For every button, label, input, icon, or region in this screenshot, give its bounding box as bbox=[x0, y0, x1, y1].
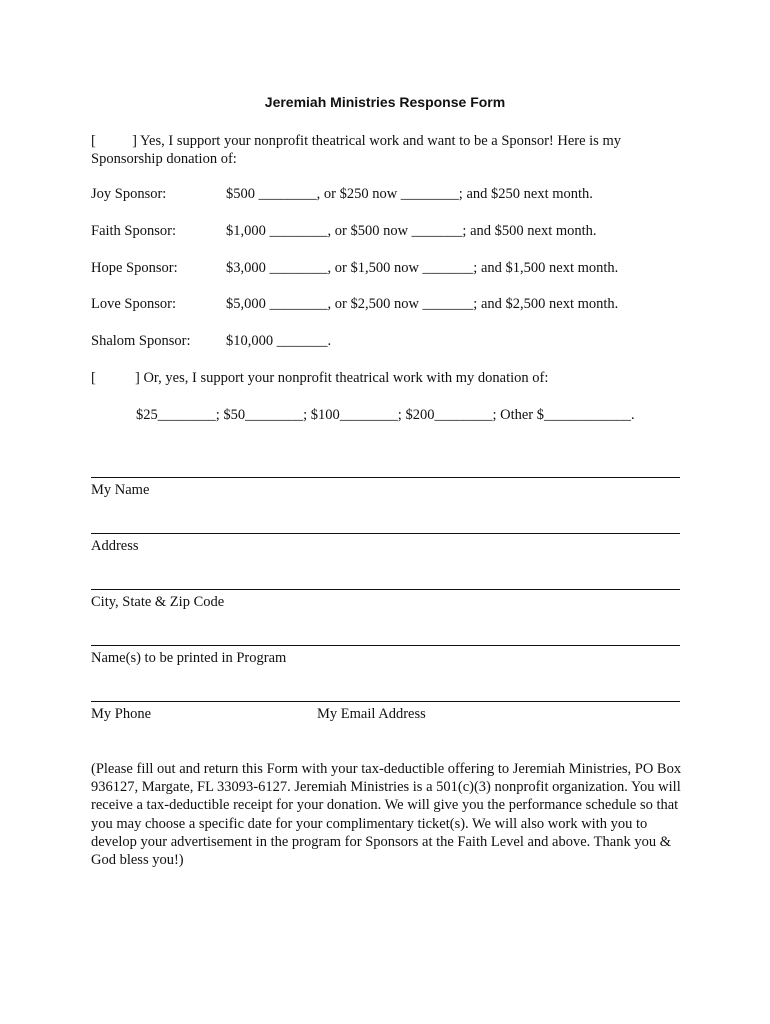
city-line[interactable] bbox=[91, 589, 680, 590]
alt-donation-checkbox[interactable]: [ bbox=[91, 370, 96, 386]
address-line[interactable] bbox=[91, 533, 680, 534]
sponsor-amount[interactable]: $10,000 _______. bbox=[226, 333, 332, 349]
city-caption: City, State & Zip Code bbox=[91, 594, 225, 610]
sponsor-checkbox[interactable]: [ ] bbox=[91, 133, 137, 149]
sponsor-label: Joy Sponsor: bbox=[91, 186, 167, 202]
alt-donation-text: ] Or, yes, I support your nonprofit theatrical work with my donation of: bbox=[135, 370, 549, 386]
sponsor-intro bbox=[91, 132, 691, 168]
phone-caption: My Phone bbox=[91, 706, 152, 722]
sponsor-amount[interactable]: $5,000 ________, or $2,500 now _______; and $2,500 next month. bbox=[226, 296, 619, 312]
sponsor-amount[interactable]: $500 ________, or $250 now ________; and $250 next month. bbox=[226, 186, 593, 202]
sponsor-label: Love Sponsor: bbox=[91, 296, 176, 312]
sponsor-amount[interactable]: $1,000 ________, or $500 now _______; and $500 next month. bbox=[226, 223, 597, 239]
email-caption: My Email Address bbox=[317, 706, 426, 722]
name-line[interactable] bbox=[91, 477, 680, 478]
sponsor-label: Shalom Sponsor: bbox=[91, 333, 191, 349]
sponsor-label: Faith Sponsor: bbox=[91, 223, 176, 239]
program-names-line[interactable] bbox=[91, 645, 680, 646]
form-title: Jeremiah Ministries Response Form bbox=[264, 94, 506, 110]
phone-email-line[interactable] bbox=[91, 701, 680, 702]
alt-donation-amounts[interactable]: $25________; $50________; $100________; $200________; Other $____________. bbox=[136, 407, 635, 423]
sponsor-amount[interactable]: $3,000 ________, or $1,500 now _______; and $1,500 next month. bbox=[226, 260, 619, 276]
sponsor-label: Hope Sponsor: bbox=[91, 260, 178, 276]
program-names-caption: Name(s) to be printed in Program bbox=[91, 650, 287, 666]
address-caption: Address bbox=[91, 538, 139, 554]
name-caption: My Name bbox=[91, 482, 150, 498]
sponsor-intro-text: Yes, I support your nonprofit theatrical work and want to be a Sponsor! Here is my Sponsorship donation of: bbox=[91, 133, 621, 167]
closing-instructions: (Please fill out and return this Form with your tax-deductible offering to Jeremiah Ministries, PO Box 936127, Margate, FL 33093-6127. Jeremiah Ministries is a 501(c)(3) nonprofit organization. You will receive a tax-deductible receipt for your donation. We will give you the performance schedule so that you may choose a specific date for your complimentary ticket(s). We will also work with you to develop your advertisement in the program for Sponsors at the Faith Level and above. Thank you & God bless you!) bbox=[91, 761, 682, 869]
